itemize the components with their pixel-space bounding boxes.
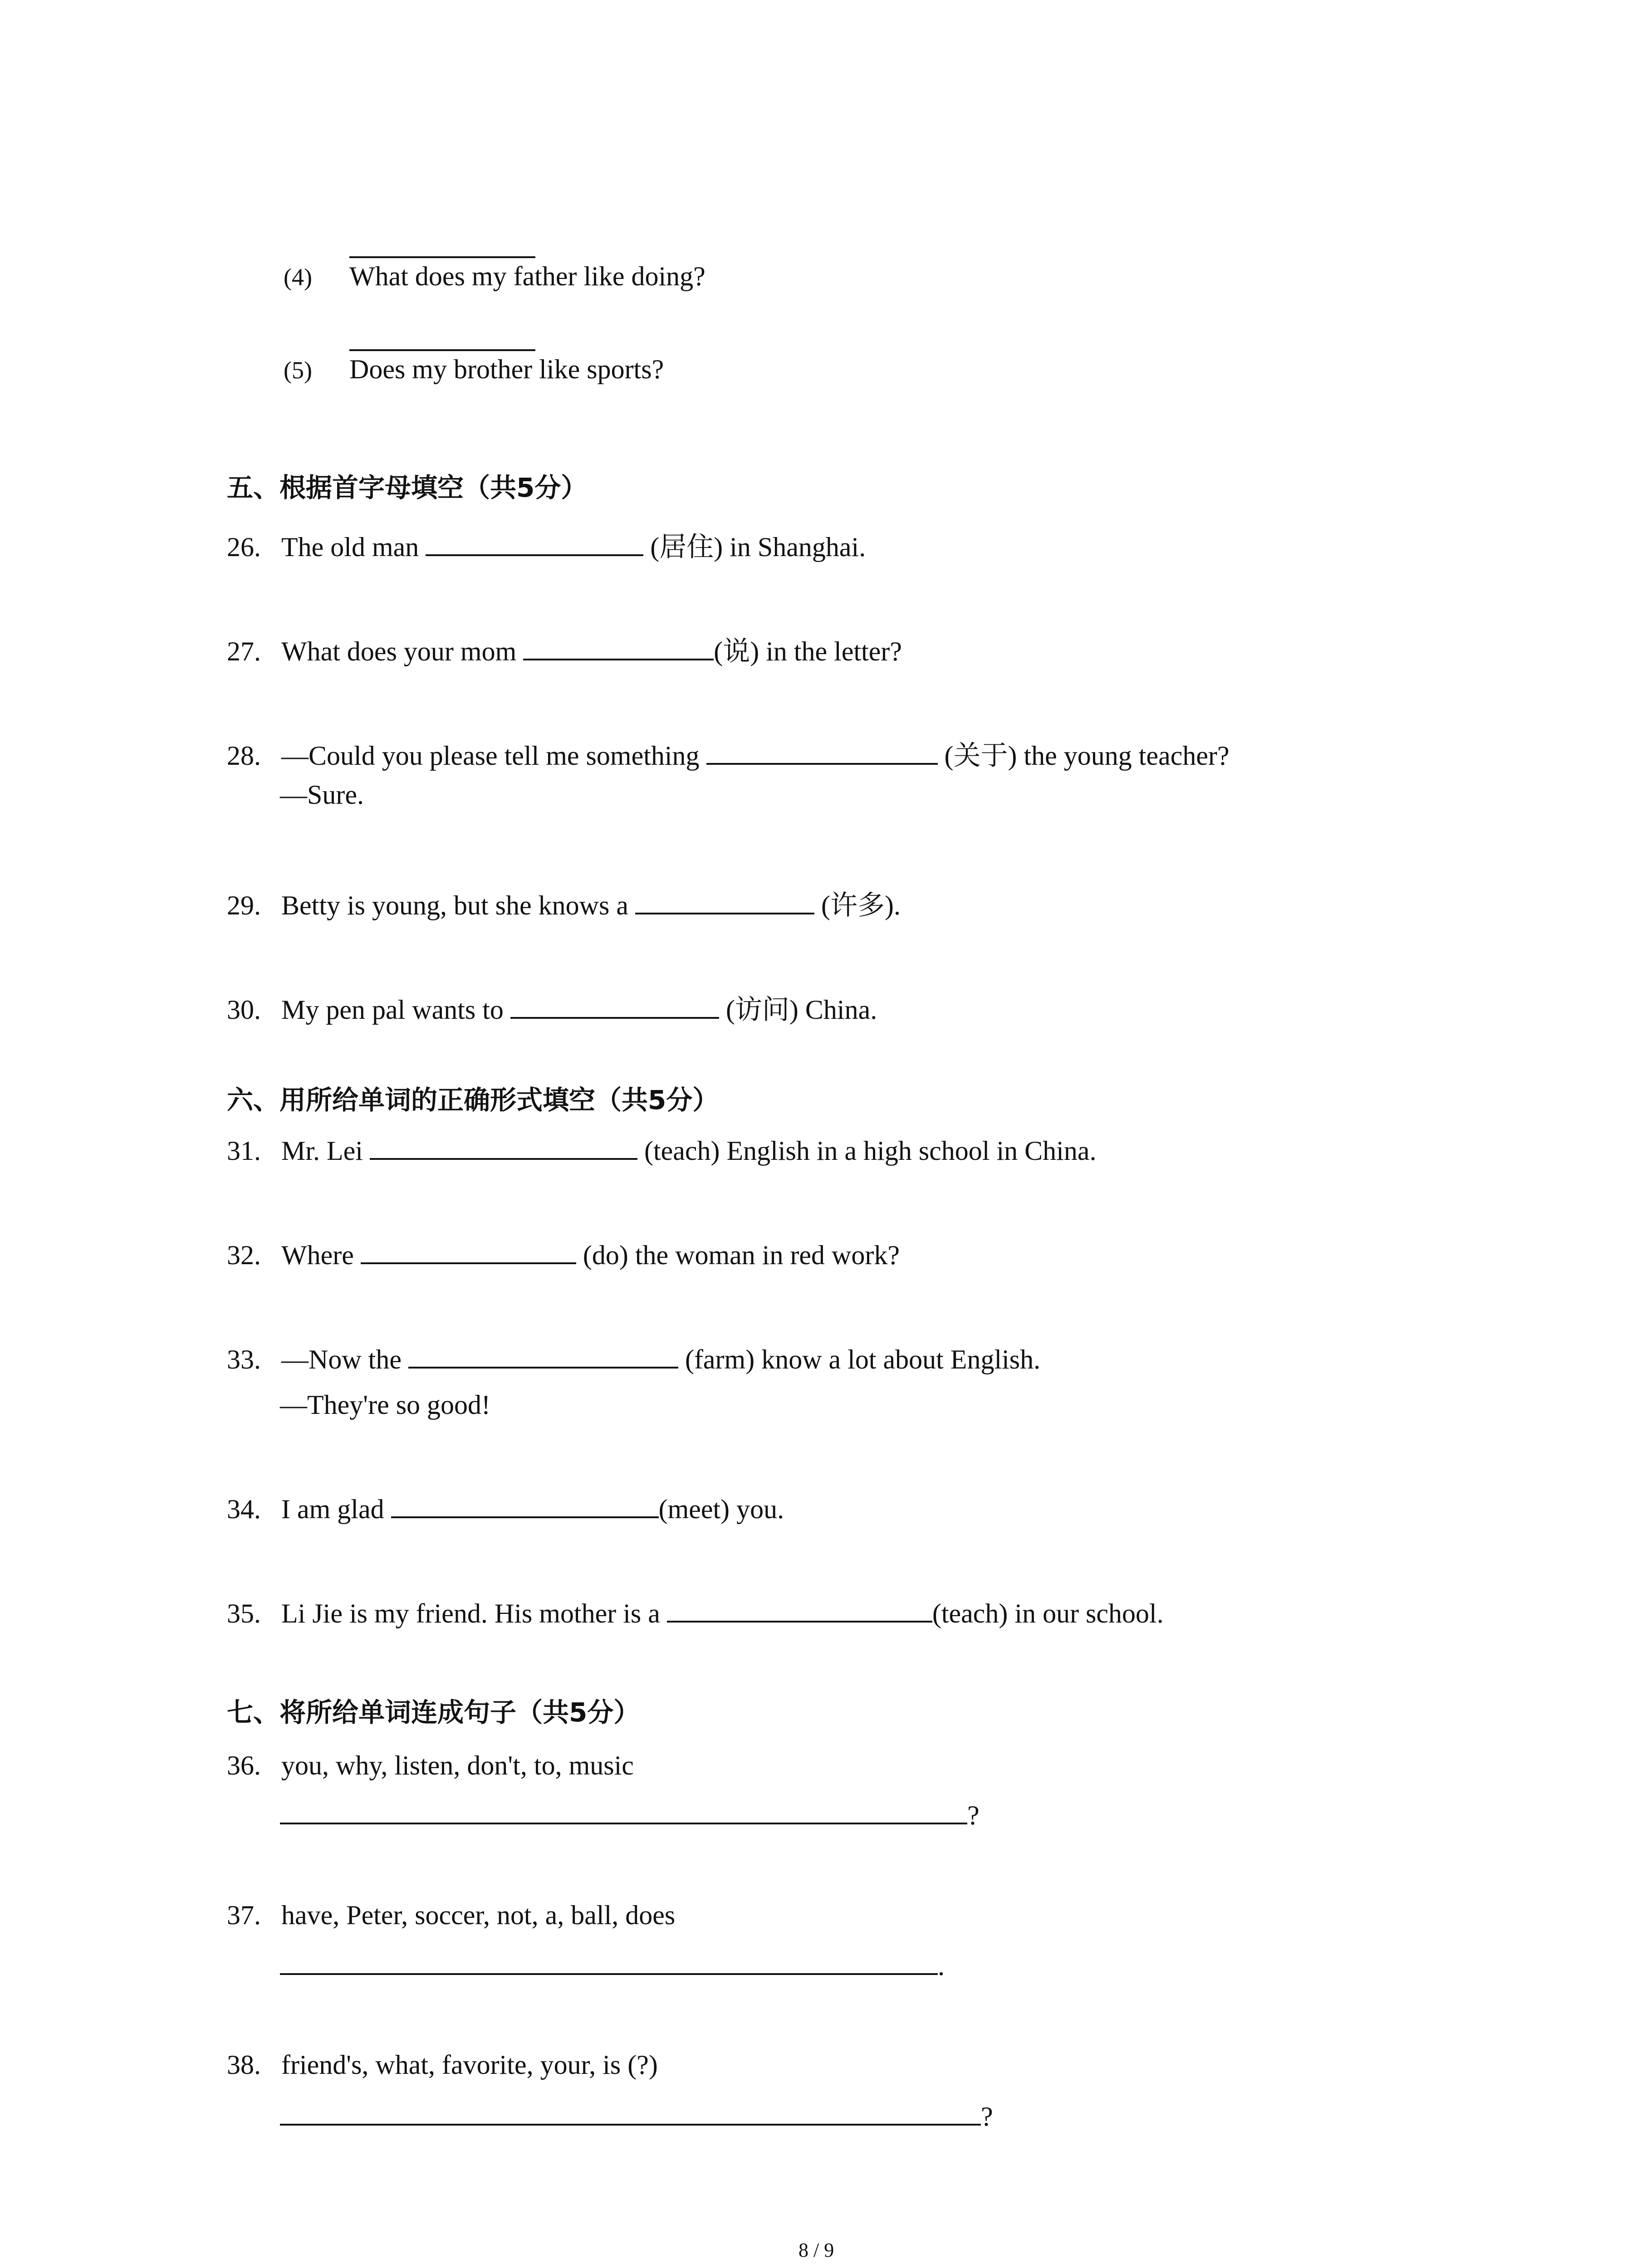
question-35 xyxy=(227,1598,1164,1629)
question-33 xyxy=(227,1344,1040,1375)
answer-blank[interactable] xyxy=(370,1136,637,1160)
answer-blank[interactable] xyxy=(280,1951,938,1975)
answer-blank[interactable] xyxy=(510,995,719,1019)
question-text: Mr. Lei xyxy=(281,1136,363,1166)
question-text: (居住) in Shanghai. xyxy=(650,532,866,562)
answer-blank[interactable] xyxy=(361,1241,576,1264)
question-text: (teach) English in a high school in China. xyxy=(644,1136,1097,1166)
answer-blank[interactable] xyxy=(706,741,938,765)
question-36 xyxy=(227,1750,634,1781)
question-number: 32. xyxy=(227,1240,261,1270)
question-text: (访问) China. xyxy=(725,995,877,1025)
sub-question-text: Does my brother like sports? xyxy=(349,354,664,384)
question-26 xyxy=(227,525,866,564)
answer-blank[interactable] xyxy=(408,1345,678,1369)
question-32 xyxy=(227,1240,900,1271)
end-punctuation: . xyxy=(938,1951,945,1981)
answer-blank[interactable] xyxy=(667,1599,932,1623)
section-heading: 六、用所给单词的正确形式填空（共5分） xyxy=(227,1085,719,1115)
question-text: Betty is young, but she knows a xyxy=(281,890,628,920)
question-number: 33. xyxy=(227,1344,261,1374)
question-text: (farm) know a lot about English. xyxy=(685,1344,1041,1374)
question-text: have, Peter, soccer, not, a, ball, does xyxy=(281,1900,676,1930)
question-28 xyxy=(227,734,1230,773)
sub-question-text: What does my father like doing? xyxy=(349,261,705,291)
question-text: (许多). xyxy=(821,890,901,920)
question-text: The old man xyxy=(281,532,419,562)
answer-blank[interactable] xyxy=(280,2102,981,2126)
question-34 xyxy=(227,1494,784,1525)
answer-line-4[interactable] xyxy=(349,256,535,258)
end-punctuation: ? xyxy=(967,1800,980,1830)
question-text: My pen pal wants to xyxy=(281,995,504,1025)
end-punctuation: ? xyxy=(981,2102,993,2131)
question-text: What does your mom xyxy=(281,636,517,666)
question-text: (关于) the young teacher? xyxy=(944,741,1230,771)
question-number: 26. xyxy=(227,532,261,562)
question-38 xyxy=(227,2049,658,2081)
question-text: (teach) in our school. xyxy=(932,1598,1164,1628)
question-29 xyxy=(227,884,901,923)
question-text: (do) the woman in red work? xyxy=(583,1240,900,1270)
question-30 xyxy=(227,988,877,1027)
question-text: —They're so good! xyxy=(280,1390,491,1420)
page-number: 8 / 9 xyxy=(798,2239,834,2261)
question-number: 35. xyxy=(227,1598,261,1628)
answer-blank[interactable] xyxy=(391,1495,659,1518)
answer-blank[interactable] xyxy=(635,891,814,914)
question-number: 28. xyxy=(227,741,261,771)
answer-line-5[interactable] xyxy=(349,349,535,351)
question-text: Where xyxy=(281,1240,354,1270)
question-number: 37. xyxy=(227,1900,261,1930)
sentence-answer-38 xyxy=(280,2101,993,2132)
question-text: friend's, what, favorite, your, is (?) xyxy=(281,2050,658,2080)
question-text: (meet) you. xyxy=(658,1494,784,1524)
sentence-answer-36 xyxy=(280,1800,980,1831)
question-text: (说) in the letter? xyxy=(714,636,902,666)
question-text: —Could you please tell me something xyxy=(281,741,700,771)
section-heading: 七、将所给单词连成句子（共5分） xyxy=(227,1697,640,1728)
question-31 xyxy=(227,1135,1096,1167)
answer-blank[interactable] xyxy=(523,637,714,660)
answer-blank[interactable] xyxy=(426,533,643,556)
section-heading: 五、根据首字母填空（共5分） xyxy=(227,472,588,503)
question-text: —Now the xyxy=(281,1344,402,1374)
sub-question-number: (5) xyxy=(284,357,312,384)
sub-question-number: (4) xyxy=(284,264,312,291)
question-text: I am glad xyxy=(281,1494,384,1524)
question-27 xyxy=(227,630,902,669)
question-number: 36. xyxy=(227,1750,261,1780)
question-number: 38. xyxy=(227,2050,261,2080)
question-text: Li Jie is my friend. His mother is a xyxy=(281,1598,660,1628)
question-37 xyxy=(227,1900,675,1931)
question-number: 30. xyxy=(227,995,261,1025)
answer-blank[interactable] xyxy=(280,1801,967,1824)
question-number: 27. xyxy=(227,636,261,666)
question-number: 31. xyxy=(227,1136,261,1166)
question-text: —Sure. xyxy=(280,780,364,810)
question-number: 34. xyxy=(227,1494,261,1524)
sentence-answer-37 xyxy=(280,1950,945,1982)
question-text: you, why, listen, don't, to, music xyxy=(281,1750,634,1780)
question-number: 29. xyxy=(227,890,261,920)
